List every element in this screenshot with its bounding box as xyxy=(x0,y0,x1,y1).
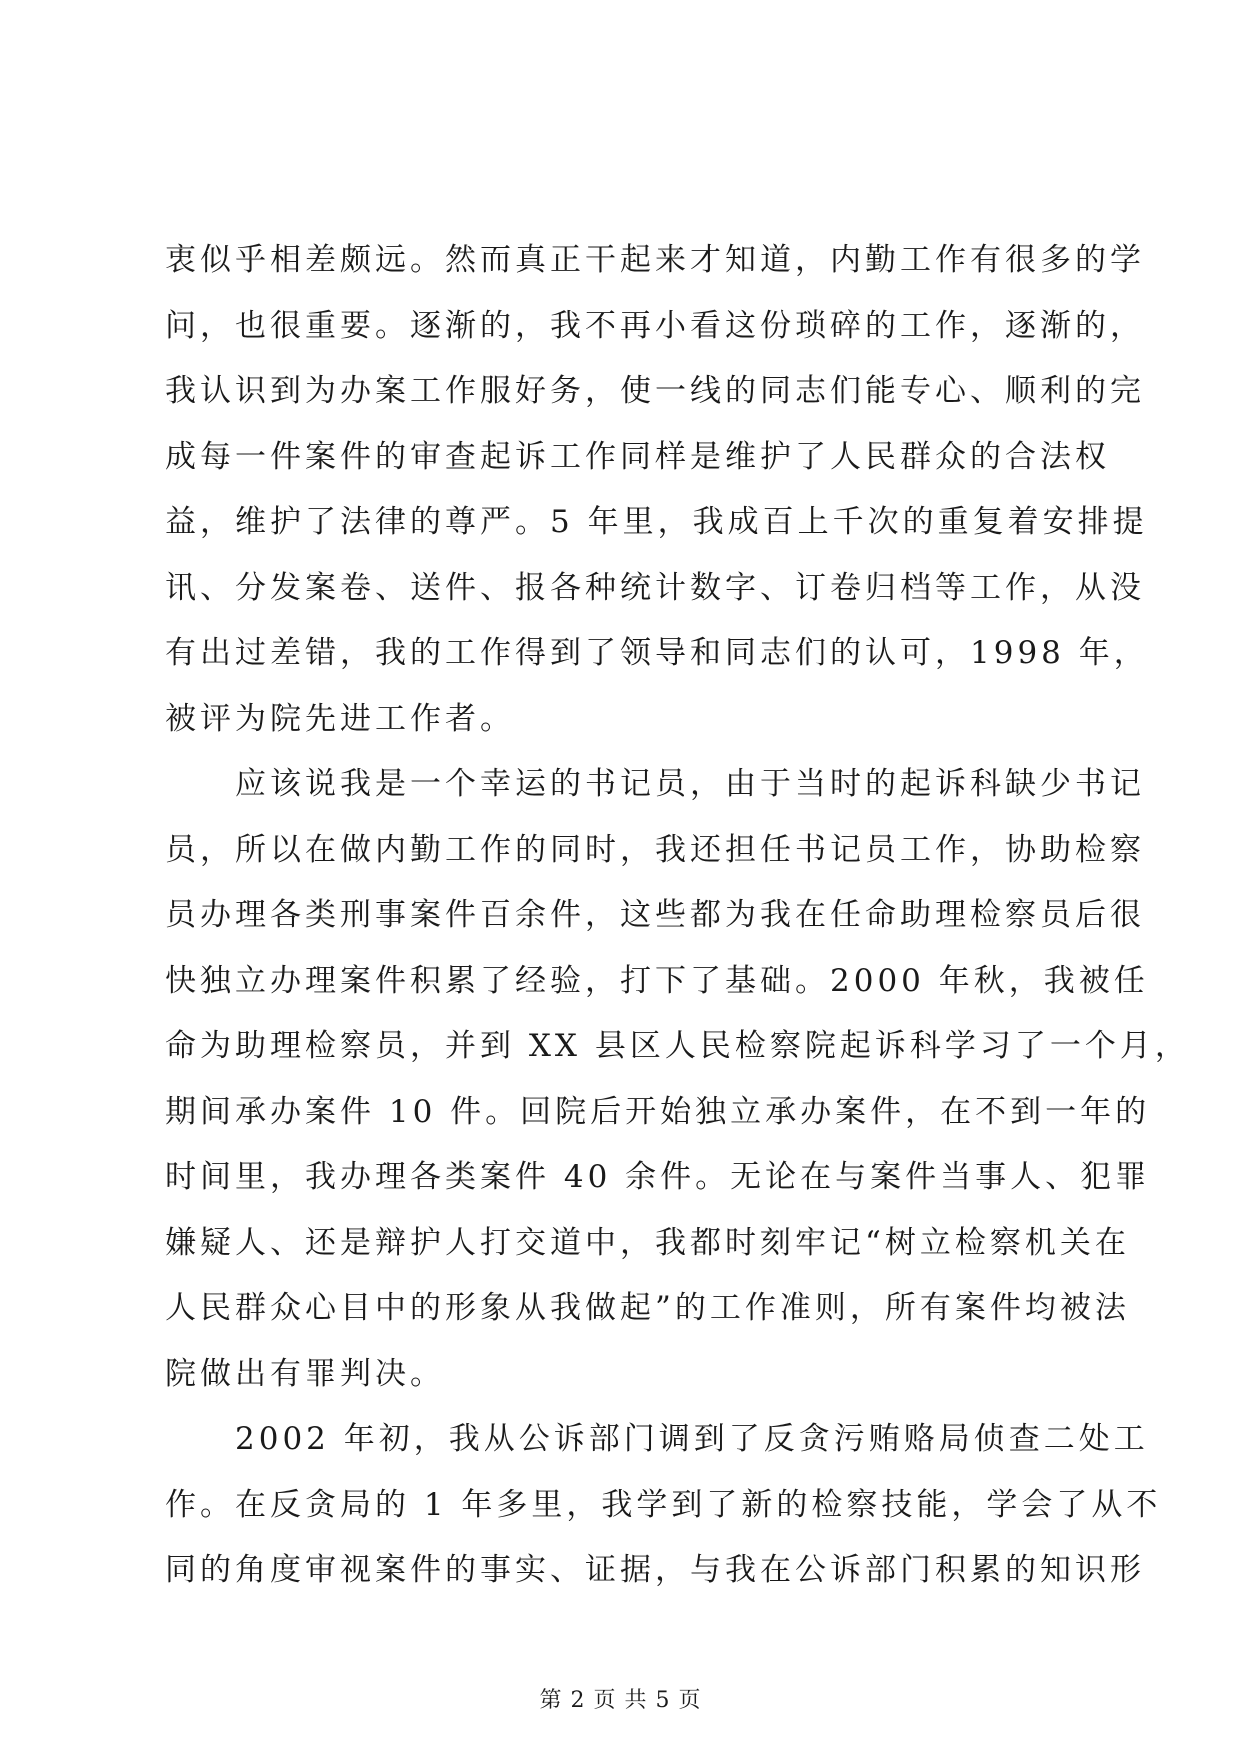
text-line: 员，所以在做内勤工作的同时，我还担任书记员工作，协助检察 xyxy=(165,831,1145,868)
text-line: 同的角度审视案件的事实、证据，与我在公诉部门积累的知识形 xyxy=(165,1552,1145,1588)
text-line: 被评为院先进工作者。 xyxy=(165,700,515,737)
text-line: 员办理各类刑事案件百余件，这些都为我在任命助理检察员后很 xyxy=(165,897,1145,933)
text-line: 益，维护了法律的尊严。5 年里，我成百上千次的重复着安排提 xyxy=(165,504,1148,540)
text-line: 院做出有罪判决。 xyxy=(165,1355,445,1392)
text-line: 作。在反贪局的 1 年多里，我学到了新的检察技能，学会了从不 xyxy=(165,1486,1162,1523)
text-line: 有出过差错，我的工作得到了领导和同志们的认可，1998 年， xyxy=(165,635,1149,671)
paragraph-start-line: 2002 年初，我从公诉部门调到了反贪污贿赂局侦查二处工 xyxy=(235,1421,1149,1457)
body-text xyxy=(165,240,1190,1616)
text-line: 我认识到为办案工作服好务，使一线的同志们能专心、顺利的完 xyxy=(165,373,1145,409)
text-line: 期间承办案件 10 件。回院后开始独立承办案件，在不到一年的 xyxy=(165,1093,1151,1130)
text-line: 衷似乎相差颇远。然而真正干起来才知道，内勤工作有很多的学 xyxy=(165,242,1145,278)
text-line: 人民群众心目中的形象从我做起”的工作准则，所有案件均被法 xyxy=(165,1290,1130,1326)
text-line: 问，也很重要。逐渐的，我不再小看这份琐碎的工作，逐渐的， xyxy=(165,307,1145,344)
paragraph-start-line: 应该说我是一个幸运的书记员，由于当时的起诉科缺少书记 xyxy=(235,766,1145,802)
text-line: 快独立办理案件积累了经验，打下了基础。2000 年秋，我被任 xyxy=(165,962,1149,999)
page-number-footer: 第 2 页 共 5 页 xyxy=(539,1688,702,1713)
text-line: 嫌疑人、还是辩护人打交道中，我都时刻牢记“树立检察机关在 xyxy=(165,1224,1130,1261)
text-line: 讯、分发案卷、送件、报各种统计数字、订卷归档等工作，从没 xyxy=(165,569,1145,606)
text-line: 命为助理检察员，并到 XX 县区人民检察院起诉科学习了一个月， xyxy=(165,1028,1190,1064)
text-line: 时间里，我办理各类案件 40 余件。无论在与案件当事人、犯罪 xyxy=(165,1159,1151,1195)
text-line: 成每一件案件的审查起诉工作同样是维护了人民群众的合法权 xyxy=(165,438,1110,475)
